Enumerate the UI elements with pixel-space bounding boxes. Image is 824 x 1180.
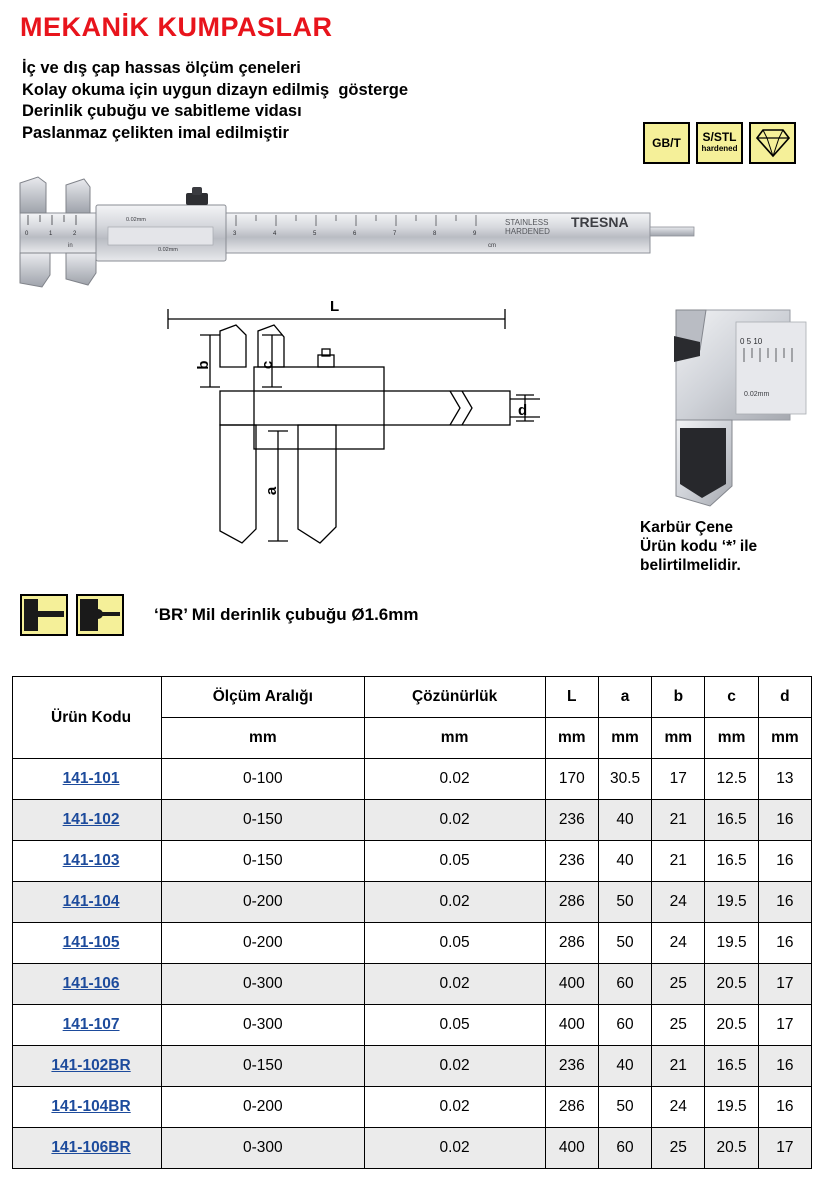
cell-b: 21 bbox=[652, 1046, 705, 1087]
header-range: Ölçüm Aralığı bbox=[162, 677, 364, 718]
unit-d: mm bbox=[758, 718, 811, 759]
feature-item: Paslanmaz çelikten imal edilmiştir bbox=[22, 123, 289, 142]
badge-group bbox=[643, 122, 796, 164]
diamond-icon bbox=[756, 128, 790, 158]
carbide-caption bbox=[640, 518, 757, 575]
product-code-link[interactable]: 141-104BR bbox=[13, 1087, 162, 1128]
svg-text:1: 1 bbox=[49, 231, 53, 237]
cell-b: 21 bbox=[652, 841, 705, 882]
technical-drawing bbox=[150, 295, 550, 585]
cell-c: 19.5 bbox=[705, 882, 758, 923]
header-L: L bbox=[545, 677, 598, 718]
dim-label-a: a bbox=[263, 486, 280, 496]
gbt-badge bbox=[643, 122, 690, 164]
cell-a: 30.5 bbox=[598, 759, 651, 800]
cell-L: 170 bbox=[545, 759, 598, 800]
cell-L: 236 bbox=[545, 841, 598, 882]
svg-text:in: in bbox=[68, 243, 73, 249]
cell-d: 17 bbox=[758, 1128, 811, 1169]
cell-a: 40 bbox=[598, 841, 651, 882]
product-code-link[interactable]: 141-106 bbox=[13, 964, 162, 1005]
table-row bbox=[13, 964, 812, 1005]
cell-resolution: 0.05 bbox=[364, 1005, 545, 1046]
unit-resolution: mm bbox=[364, 718, 545, 759]
cell-range: 0-300 bbox=[162, 1005, 364, 1046]
caliper-dimension-diagram bbox=[150, 295, 550, 585]
caliper-stamp-line2: HARDENED bbox=[505, 227, 550, 236]
unit-c: mm bbox=[705, 718, 758, 759]
svg-text:cm: cm bbox=[488, 243, 496, 249]
caliper-illustration bbox=[8, 175, 698, 290]
br-icon-1 bbox=[20, 594, 68, 636]
cell-resolution: 0.02 bbox=[364, 1128, 545, 1169]
header-b: b bbox=[652, 677, 705, 718]
cell-range: 0-200 bbox=[162, 1087, 364, 1128]
feature-item: Derinlik çubuğu ve sabitleme vidası bbox=[22, 102, 302, 120]
feature-item: Kolay okuma için uygun dizayn edilmiş gösterge bbox=[22, 80, 409, 99]
cell-c: 19.5 bbox=[705, 923, 758, 964]
cell-b: 24 bbox=[652, 882, 705, 923]
cell-resolution: 0.02 bbox=[364, 759, 545, 800]
cell-a: 50 bbox=[598, 882, 651, 923]
cell-L: 286 bbox=[545, 923, 598, 964]
page-title: MEKANİK KUMPASLAR bbox=[20, 12, 333, 42]
cell-d: 16 bbox=[758, 841, 811, 882]
header-d: d bbox=[758, 677, 811, 718]
cell-range: 0-300 bbox=[162, 964, 364, 1005]
depth-rod-round-icon bbox=[78, 596, 122, 634]
cell-range: 0-300 bbox=[162, 1128, 364, 1169]
cell-b: 17 bbox=[652, 759, 705, 800]
cell-a: 60 bbox=[598, 1005, 651, 1046]
product-code-link[interactable]: 141-107 bbox=[13, 1005, 162, 1046]
cell-b: 25 bbox=[652, 1128, 705, 1169]
cell-c: 20.5 bbox=[705, 1128, 758, 1169]
cell-d: 16 bbox=[758, 882, 811, 923]
header-code: Ürün Kodu bbox=[13, 677, 162, 759]
carbide-caption-line: Ürün kodu ‘*’ ile bbox=[640, 538, 758, 555]
dim-label-d: d bbox=[518, 402, 528, 419]
table-row bbox=[13, 841, 812, 882]
stainless-badge-sublabel: hardened bbox=[701, 144, 738, 153]
caliper-stamp-line1: STAINLESS bbox=[505, 218, 549, 227]
cell-a: 50 bbox=[598, 1087, 651, 1128]
svg-text:9: 9 bbox=[473, 231, 477, 237]
table-row bbox=[13, 1087, 812, 1128]
svg-text:7: 7 bbox=[393, 231, 397, 237]
cell-b: 21 bbox=[652, 800, 705, 841]
product-code-link[interactable]: 141-106BR bbox=[13, 1128, 162, 1169]
header-c: c bbox=[705, 677, 758, 718]
dim-label-L: L bbox=[330, 298, 340, 315]
svg-text:8: 8 bbox=[433, 231, 437, 237]
header-a: a bbox=[598, 677, 651, 718]
cell-resolution: 0.02 bbox=[364, 1087, 545, 1128]
product-code-link[interactable]: 141-102 bbox=[13, 800, 162, 841]
cell-b: 25 bbox=[652, 1005, 705, 1046]
product-code-link[interactable]: 141-104 bbox=[13, 882, 162, 923]
cell-a: 60 bbox=[598, 964, 651, 1005]
unit-a: mm bbox=[598, 718, 651, 759]
cell-a: 40 bbox=[598, 800, 651, 841]
br-note-text: ‘BR’ Mil derinlik çubuğu Ø1.6mm bbox=[154, 605, 419, 624]
unit-L: mm bbox=[545, 718, 598, 759]
gbt-badge-label: GB/T bbox=[652, 136, 681, 150]
cell-c: 16.5 bbox=[705, 800, 758, 841]
cell-L: 400 bbox=[545, 1128, 598, 1169]
table-row bbox=[13, 1046, 812, 1087]
svg-text:4: 4 bbox=[273, 231, 277, 237]
svg-text:3: 3 bbox=[233, 231, 237, 237]
stainless-badge bbox=[696, 122, 743, 164]
br-icon-2 bbox=[76, 594, 124, 636]
cell-L: 236 bbox=[545, 800, 598, 841]
cell-L: 286 bbox=[545, 1087, 598, 1128]
cell-range: 0-100 bbox=[162, 759, 364, 800]
unit-range: mm bbox=[162, 718, 364, 759]
cell-a: 40 bbox=[598, 1046, 651, 1087]
carbide-jaw-photo bbox=[640, 300, 815, 510]
header-resolution: Çözünürlük bbox=[364, 677, 545, 718]
cell-L: 400 bbox=[545, 964, 598, 1005]
stainless-badge-label: S/STL bbox=[702, 130, 737, 144]
br-note-row bbox=[20, 594, 419, 636]
feature-list bbox=[22, 58, 408, 144]
cell-resolution: 0.02 bbox=[364, 882, 545, 923]
cell-b: 24 bbox=[652, 1087, 705, 1128]
carbide-caption-line: Karbür Çene bbox=[640, 519, 734, 536]
cell-range: 0-150 bbox=[162, 841, 364, 882]
cell-range: 0-200 bbox=[162, 882, 364, 923]
carbide-inset-scale: 0.02mm bbox=[744, 391, 770, 398]
cell-a: 50 bbox=[598, 923, 651, 964]
cell-resolution: 0.05 bbox=[364, 841, 545, 882]
cell-c: 16.5 bbox=[705, 1046, 758, 1087]
cell-L: 400 bbox=[545, 1005, 598, 1046]
caliper-vernier-text: 0.02mm bbox=[126, 217, 146, 223]
table-row bbox=[13, 923, 812, 964]
product-code-link[interactable]: 141-105 bbox=[13, 923, 162, 964]
cell-resolution: 0.05 bbox=[364, 923, 545, 964]
cell-a: 60 bbox=[598, 1128, 651, 1169]
carbide-jaw-illustration bbox=[640, 300, 815, 510]
cell-b: 25 bbox=[652, 964, 705, 1005]
cell-resolution: 0.02 bbox=[364, 964, 545, 1005]
cell-d: 16 bbox=[758, 1046, 811, 1087]
cell-d: 13 bbox=[758, 759, 811, 800]
table-row bbox=[13, 800, 812, 841]
svg-text:5: 5 bbox=[313, 231, 317, 237]
depth-rod-icon bbox=[22, 596, 66, 634]
product-code-link[interactable]: 141-103 bbox=[13, 841, 162, 882]
cell-c: 12.5 bbox=[705, 759, 758, 800]
cell-d: 16 bbox=[758, 923, 811, 964]
cell-d: 17 bbox=[758, 1005, 811, 1046]
table-row bbox=[13, 1128, 812, 1169]
dim-label-c: c bbox=[259, 360, 276, 370]
specification-table bbox=[12, 676, 812, 1169]
table-row bbox=[13, 1005, 812, 1046]
cell-L: 236 bbox=[545, 1046, 598, 1087]
table-header-row bbox=[13, 677, 812, 718]
cell-d: 16 bbox=[758, 800, 811, 841]
cell-c: 20.5 bbox=[705, 964, 758, 1005]
cell-resolution: 0.02 bbox=[364, 1046, 545, 1087]
svg-text:6: 6 bbox=[353, 231, 357, 237]
carbide-inset-ticks: 0 5 10 bbox=[740, 337, 763, 346]
cell-b: 24 bbox=[652, 923, 705, 964]
product-code-link[interactable]: 141-102BR bbox=[13, 1046, 162, 1087]
cell-range: 0-150 bbox=[162, 800, 364, 841]
caliper-brand: TRESNA bbox=[571, 214, 629, 230]
cell-L: 286 bbox=[545, 882, 598, 923]
cell-range: 0-150 bbox=[162, 1046, 364, 1087]
carbide-caption-line: belirtilmelidir. bbox=[640, 557, 741, 574]
cell-c: 16.5 bbox=[705, 841, 758, 882]
svg-text:0: 0 bbox=[25, 231, 29, 237]
table-row bbox=[13, 759, 812, 800]
table-row bbox=[13, 882, 812, 923]
diamond-badge bbox=[749, 122, 796, 164]
dim-label-b: b bbox=[195, 360, 212, 370]
cell-c: 19.5 bbox=[705, 1087, 758, 1128]
feature-item: İç ve dış çap hassas ölçüm çeneleri bbox=[22, 59, 301, 77]
svg-text:0.02mm: 0.02mm bbox=[158, 247, 178, 253]
cell-resolution: 0.02 bbox=[364, 800, 545, 841]
unit-b: mm bbox=[652, 718, 705, 759]
cell-d: 16 bbox=[758, 1087, 811, 1128]
product-code-link[interactable]: 141-101 bbox=[13, 759, 162, 800]
cell-d: 17 bbox=[758, 964, 811, 1005]
caliper-product-photo bbox=[8, 175, 698, 290]
cell-range: 0-200 bbox=[162, 923, 364, 964]
svg-text:2: 2 bbox=[73, 231, 77, 237]
specification-table-wrap bbox=[12, 676, 812, 1169]
cell-c: 20.5 bbox=[705, 1005, 758, 1046]
